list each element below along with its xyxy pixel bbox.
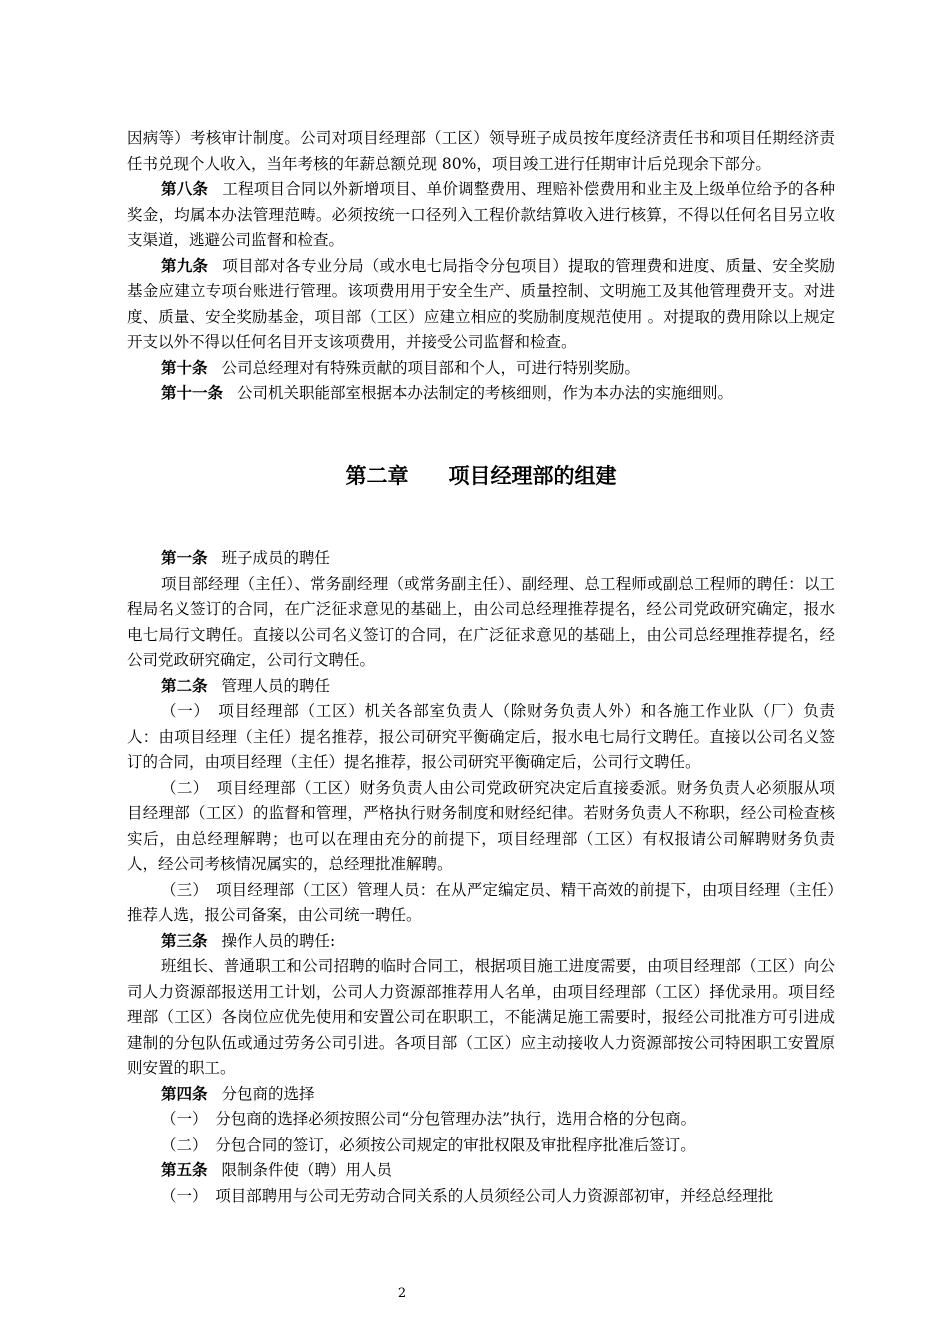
article-1-text: 项目部经理（主任）、常务副经理（或常务副主任）、副经理、总工程师或副总工程师的聘任：以工程局名义签订的合同，在广泛征求意见的基础上，由公司总经理推荐提名，经公司党政研究确定，报水电七局行文聘任。直接以公司名义签订的合同，在广泛征求意见的基础上，由公司总经理推荐提名，经公司党政研究确定，公司行文聘任。 [127,574,835,669]
article-1-label: 第一条 [161,549,208,567]
article-5-label: 第五条 [161,1161,208,1179]
article-2-item-1: （一） 项目经理部（工区）机关各部室负责人（除财务负责人外）和各施工作业队（厂）负责人：由项目经理（主任）提名推荐，报公司研究平衡确定后，报水电七局行文聘任。直接以公司名义签订的合同，由项目经理（主任）提名推荐，报公司研究平衡确定后，公司行文聘任。 [127,702,835,771]
article-8-text: 工程项目合同以外新增项目、单价调整费用、理赔补偿费用和业主及上级单位给予的各种奖金，均属本办法管理范畴。必须按统一口径列入工程价款结算收入进行核算，不得以任何名目另立收支渠道，逃避公司监督和检查。 [127,180,835,249]
article-11-text: 公司机关职能部室根据本办法制定的考核细则，作为本办法的实施细则。 [237,384,734,402]
article-2-heading [127,674,835,700]
article-5-title: 限制条件使（聘）用人员 [221,1161,393,1179]
article-8-label: 第八条 [161,180,209,198]
article-4-heading [127,1082,835,1108]
article-5-heading [127,1158,835,1184]
section-organization [127,546,835,1209]
article-10-text: 公司总经理对有特殊贡献的项目部和个人，可进行特别奖励。 [221,358,641,377]
article-9-label: 第九条 [161,256,209,275]
article-2-item-2: （二） 项目经理部（工区）财务负责人由公司党政研究决定后直接委派。财务负责人必须服从项目经理部（工区）的监督和管理，严格执行财务制度和财经纪律。若财务负责人不称职，经公司检查核实后，由总经理解聘；也可以在理由充分的前提下，项目经理部（工区）有权报请公司解聘财务负责人，经公司考核情况属实的，总经理批准解聘。 [127,778,835,873]
article-5-item-1: （一） 项目部聘用与公司无劳动合同关系的人员须经公司人力资源部初审，并经总经理批 [161,1186,774,1205]
article-3-text: 班组长、普通职工和公司招聘的临时合同工，根据项目施工进度需要，由项目经理部（工区）向公司人力资源部报送用工计划，公司人力资源部推荐用人名单，由项目经理部（工区）择优录用。项目经理部（工区）各岗位应优先使用和安置公司在职职工，不能满足施工需要时，报经公司批准方可引进成建制的分包队伍或通过劳务公司引进。各项目部（工区）应主动接收人力资源部按公司特困职工安置原则安置的职工。 [127,957,835,1077]
article-9-text: 项目部对各专业分局（或水电七局指令分包项目）提取的管理费和进度、质量、安全奖励基金应建立专项台账进行管理。该项费用用于安全生产、质量控制、文明施工及其他管理费开支。对进度、质量、安全奖励基金，项目部（工区）应建立相应的奖励制度规范使用 。对提取的费用除以上规定开支以外不得以任何名目开支该项费用，并接受公司监督和检查。 [127,256,835,351]
article-4-title: 分包商的选择 [221,1084,315,1103]
article-9 [127,254,835,356]
article-8 [127,177,835,254]
chapter-number: 第二章 [345,464,409,488]
article-10 [127,356,835,382]
article-11 [127,381,835,407]
article-10-label: 第十条 [161,358,208,377]
article-1-heading [127,546,835,572]
article-4-item-2: （二） 分包合同的签订，必须按公司规定的审批权限及审批程序批准后签订。 [161,1135,696,1154]
article-2-label: 第二条 [161,676,208,695]
section-general-provisions [127,126,835,407]
chapter-heading [127,460,835,490]
article-3-heading [127,929,835,955]
page-number: 2 [397,1286,407,1301]
article-4-label: 第四条 [161,1084,208,1103]
article-3-label: 第三条 [161,931,208,950]
chapter-title: 项目经理部的组建 [448,464,617,488]
article-4-item-1: （一） 分包商的选择必须按照公司“分包管理办法”执行，选用合格的分包商。 [161,1110,697,1128]
article-2-title: 管理人员的聘任 [221,676,331,695]
article-3-title: 操作人员的聘任: [221,931,336,950]
article-11-label: 第十一条 [161,384,224,402]
article-2-item-3: （三） 项目经理部（工区）管理人员：在从严定编定员、精干高效的前提下，由项目经理（主任）推荐人选，报公司备案，由公司统一聘任。 [127,880,835,924]
article-1-title: 班子成员的聘任 [221,549,331,567]
paragraph-audit-system: 因病等）考核审计制度。公司对项目经理部（工区）领导班子成员按年度经济责任书和项目任期经济责任书兑现个人收入，当年考核的年薪总额兑现 80%，项目竣工进行任期审计后兑现余下部分。 [127,129,835,173]
